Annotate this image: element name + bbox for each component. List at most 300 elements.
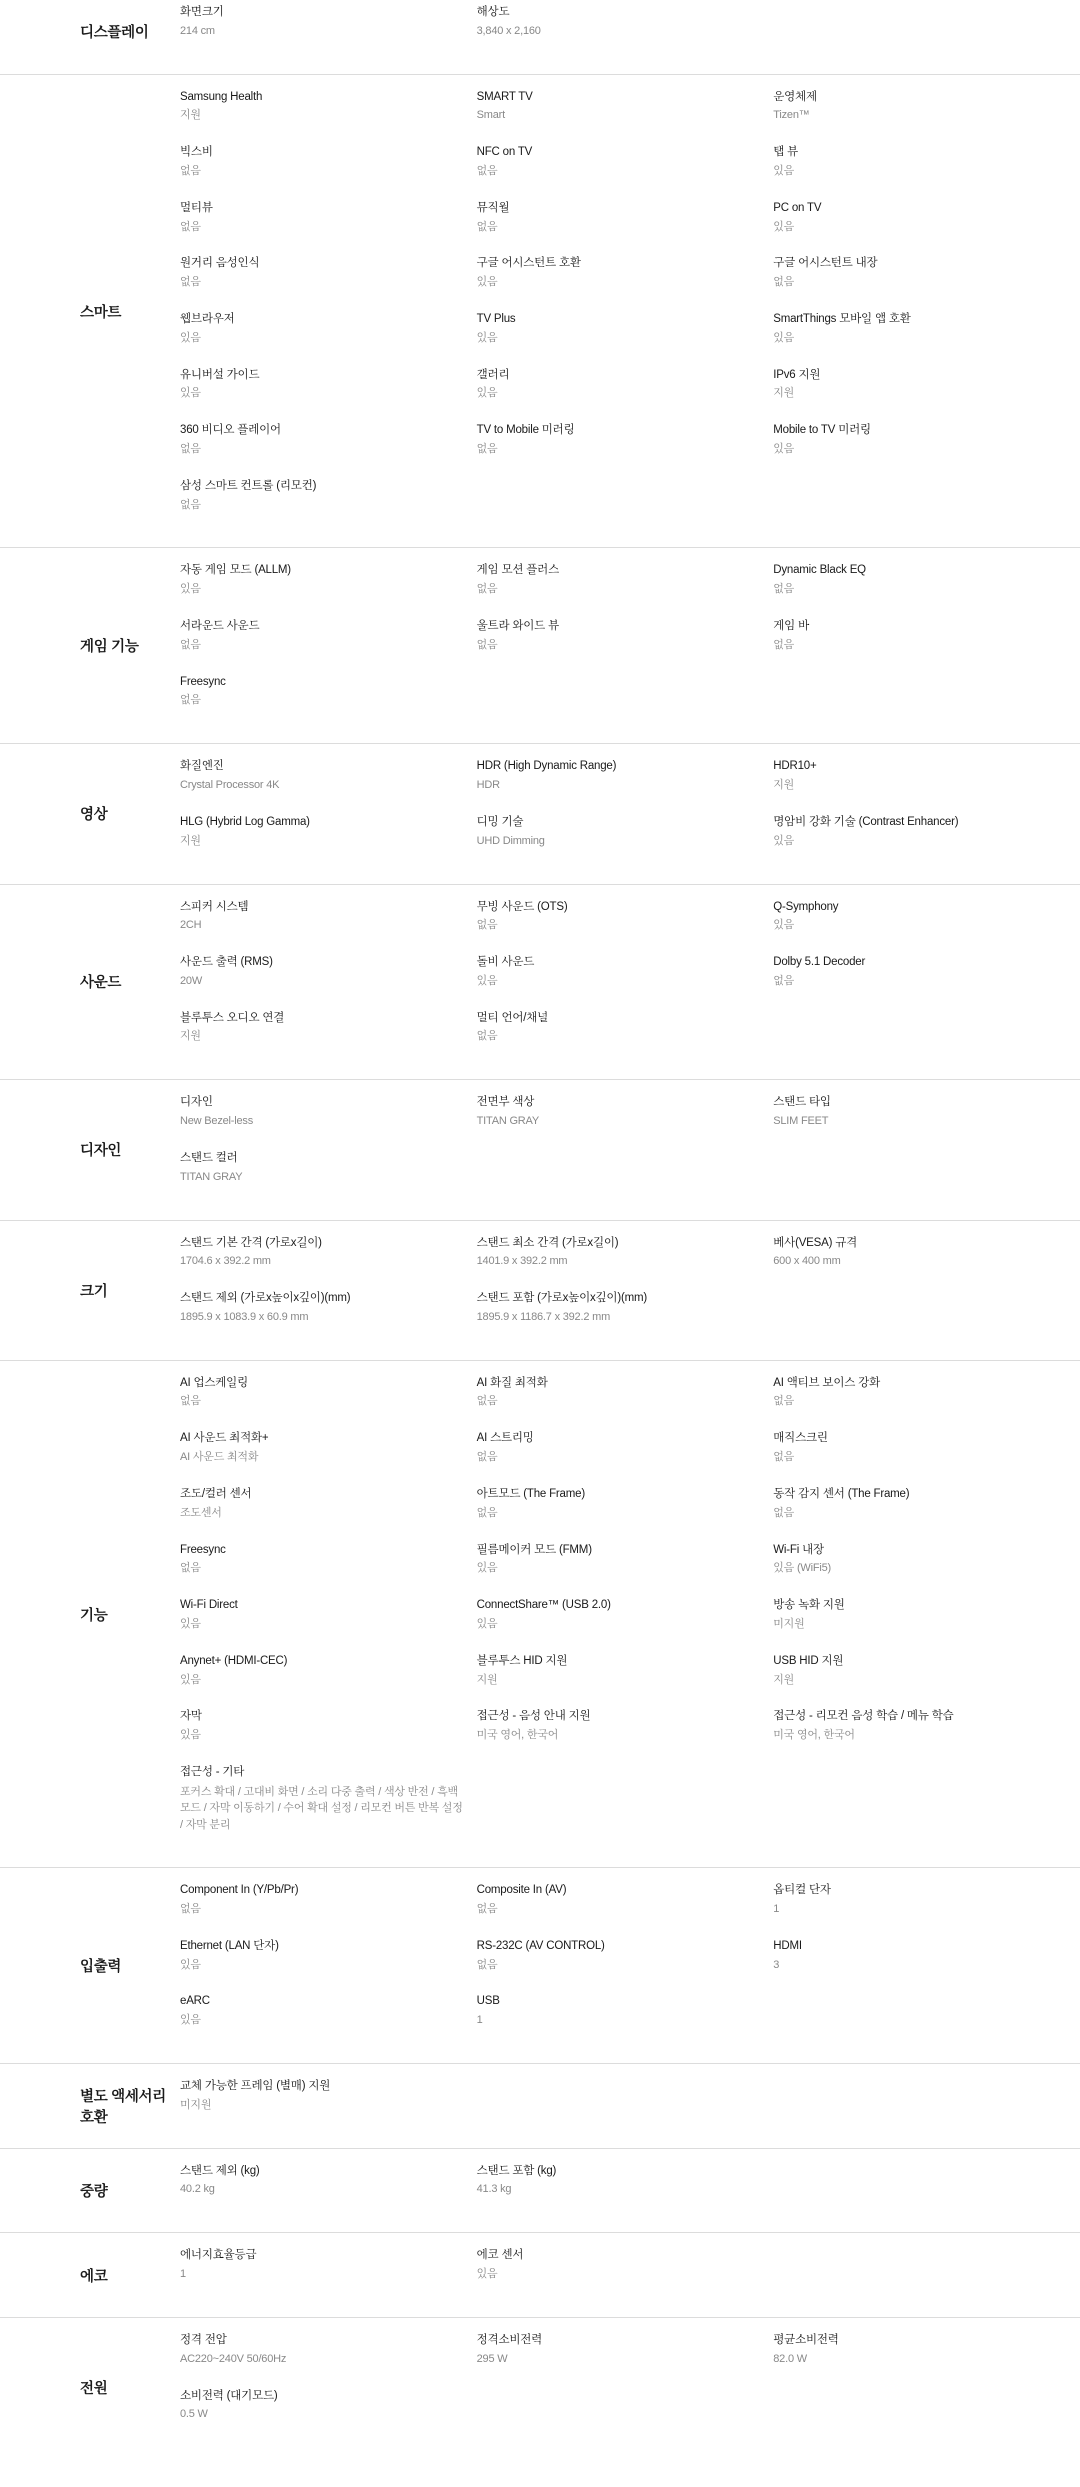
spec-label: eARC xyxy=(180,1995,210,2008)
spec-label: 뮤직월 xyxy=(476,201,510,214)
spec-item xyxy=(477,2163,774,2219)
spec-label: AI 업스케일링 xyxy=(180,1376,249,1389)
spec-item xyxy=(477,367,774,423)
spec-item xyxy=(773,1430,1070,1486)
spec-item xyxy=(180,1094,477,1150)
spec-label: 삼성 스마트 컨트롤 (리모컨) xyxy=(180,479,317,492)
spec-label: Samsung Health xyxy=(180,90,263,103)
spec-label: AI 화질 최적화 xyxy=(476,1376,548,1389)
spec-label: 무빙 사운드 (OTS) xyxy=(476,900,568,913)
spec-value: 20W xyxy=(180,974,203,987)
spec-value: 없음 xyxy=(180,498,201,511)
spec-value: Smart xyxy=(476,109,505,122)
spec-label: USB HID 지원 xyxy=(773,1654,844,1667)
section-title: 중량 xyxy=(80,2183,108,2200)
spec-label: 교체 가능한 프레임 (별매) 지원 xyxy=(180,2080,331,2093)
spec-label: 옵티컬 단자 xyxy=(773,1884,831,1897)
spec-value: 1 xyxy=(773,1902,780,1915)
spec-item xyxy=(477,200,774,256)
spec-label: 게임 모션 플러스 xyxy=(476,564,559,577)
spec-item xyxy=(180,2078,477,2134)
spec-value: 없음 xyxy=(773,1451,795,1464)
spec-item xyxy=(773,1375,1070,1431)
spec-value: 없음 xyxy=(476,220,498,233)
spec-label: 필름메이커 모드 (FMM) xyxy=(476,1543,592,1556)
spec-value: 있음 xyxy=(773,834,795,847)
spec-value: 지원 xyxy=(773,778,795,791)
spec-value: 있음 xyxy=(773,164,795,177)
spec-value: 0.5 W xyxy=(180,2408,208,2421)
spec-value: UHD Dimming xyxy=(476,834,545,847)
spec-value: 있음 xyxy=(773,331,795,344)
spec-label: 에너지효율등급 xyxy=(180,2249,257,2262)
spec-item xyxy=(180,1708,477,1764)
spec-label: 화면크기 xyxy=(180,6,224,18)
spec-value: 없음 xyxy=(476,1958,498,1971)
spec-value: 있음 xyxy=(180,1617,201,1630)
spec-item xyxy=(477,1375,774,1431)
section-title: 디자인 xyxy=(80,1143,122,1160)
spec-item xyxy=(477,814,774,870)
spec-label: 접근성 - 음성 안내 지원 xyxy=(476,1710,591,1723)
spec-value: 있음 xyxy=(180,1673,201,1686)
spec-item xyxy=(477,4,774,60)
spec-label: 평균소비전력 xyxy=(773,2333,839,2346)
spec-label: 스탠드 컬러 xyxy=(180,1151,238,1164)
spec-value: 있음 xyxy=(180,583,201,596)
spec-item xyxy=(180,1542,477,1598)
spec-label: Freesync xyxy=(180,675,226,688)
spec-value: 1 xyxy=(476,2014,483,2027)
spec-label: 접근성 - 기타 xyxy=(180,1766,245,1779)
spec-label: SmartThings 모바일 앱 호환 xyxy=(773,313,911,326)
section-body xyxy=(180,1375,1080,1853)
spec-label: 게임 바 xyxy=(773,620,809,633)
spec-item xyxy=(180,478,477,534)
spec-section xyxy=(0,1867,1080,2063)
spec-item xyxy=(477,1430,774,1486)
spec-item xyxy=(773,255,1070,311)
spec-section xyxy=(0,74,1080,548)
spec-item xyxy=(180,1938,477,1994)
spec-label: RS-232C (AV CONTROL) xyxy=(476,1939,605,1952)
spec-value: 1 xyxy=(180,2267,186,2280)
spec-item xyxy=(180,1597,477,1653)
spec-item xyxy=(477,562,774,618)
spec-value: 600 x 400 mm xyxy=(773,1255,841,1268)
spec-label: 디밍 기술 xyxy=(476,815,524,828)
spec-value: 40.2 kg xyxy=(180,2183,215,2196)
spec-value: 295 W xyxy=(476,2352,508,2365)
spec-value: 41.3 kg xyxy=(476,2183,512,2196)
spec-value: TITAN GRAY xyxy=(476,1115,539,1128)
spec-value: 지원 xyxy=(773,1673,795,1686)
spec-item xyxy=(477,2247,774,2303)
section-body xyxy=(180,2247,1080,2303)
spec-label: 유니버설 가이드 xyxy=(180,368,260,381)
spec-label: Wi-Fi 내장 xyxy=(773,1543,824,1556)
spec-item xyxy=(180,2388,477,2444)
spec-value: 미지원 xyxy=(773,1617,805,1630)
spec-label: 소비전력 (대기모드) xyxy=(180,2389,278,2402)
spec-label: 자막 xyxy=(180,1710,202,1723)
spec-item xyxy=(477,1094,774,1150)
spec-value: 없음 xyxy=(476,638,498,651)
spec-label: IPv6 지원 xyxy=(773,368,821,381)
spec-label: 구글 어시스턴트 내장 xyxy=(773,257,878,270)
spec-item xyxy=(477,1938,774,1994)
spec-value: Tizen™ xyxy=(773,109,810,122)
spec-item xyxy=(477,1653,774,1709)
spec-value: 없음 xyxy=(180,220,201,233)
spec-value: 1895.9 x 1083.9 x 60.9 mm xyxy=(180,1310,309,1323)
spec-item xyxy=(477,1235,774,1291)
spec-item xyxy=(180,1993,477,2049)
section-body xyxy=(180,1882,1080,2049)
spec-label: 블루투스 HID 지원 xyxy=(476,1654,568,1667)
spec-section xyxy=(0,547,1080,743)
spec-item xyxy=(180,1882,477,1938)
section-title: 전원 xyxy=(80,2381,108,2397)
spec-label: 원거리 음성인식 xyxy=(180,257,260,270)
section-title: 별도 액세서리 호환 xyxy=(80,2088,166,2126)
spec-section xyxy=(0,1360,1080,1867)
spec-item xyxy=(773,1653,1070,1709)
spec-label: Ethernet (LAN 단자) xyxy=(180,1939,279,1952)
spec-item xyxy=(477,1597,774,1653)
spec-label: 360 비디오 플레이어 xyxy=(180,424,281,437)
spec-value: 있음 xyxy=(773,442,795,455)
spec-item xyxy=(773,367,1070,423)
section-body xyxy=(180,758,1080,869)
spec-label: 아트모드 (The Frame) xyxy=(476,1488,585,1501)
spec-label: 스피커 시스템 xyxy=(180,900,249,913)
spec-item xyxy=(773,89,1070,145)
spec-label: Anynet+ (HDMI-CEC) xyxy=(180,1654,288,1667)
spec-item xyxy=(477,422,774,478)
section-title: 디스플레이 xyxy=(80,25,149,42)
spec-value: 미국 영어, 한국어 xyxy=(773,1729,855,1742)
spec-item xyxy=(477,1882,774,1938)
spec-item xyxy=(773,311,1070,367)
spec-label: HLG (Hybrid Log Gamma) xyxy=(180,815,310,828)
spec-item xyxy=(477,1010,774,1066)
spec-item xyxy=(180,200,477,256)
spec-label: 스탠드 기본 간격 (가로x길이) xyxy=(180,1236,322,1249)
spec-value: 없음 xyxy=(476,164,498,177)
spec-label: 접근성 - 리모컨 음성 학습 / 메뉴 학습 xyxy=(773,1710,954,1723)
spec-section xyxy=(0,0,1080,74)
spec-item xyxy=(773,618,1070,674)
section-title: 입출력 xyxy=(80,1959,122,1976)
spec-label: 동작 감지 센서 (The Frame) xyxy=(773,1488,910,1501)
spec-label: 블루투스 오디오 연결 xyxy=(180,1011,285,1024)
spec-label: AI 스트리밍 xyxy=(476,1432,534,1445)
spec-label: AI 사운드 최적화+ xyxy=(180,1432,269,1445)
spec-value: 없음 xyxy=(773,1506,795,1519)
spec-value: 없음 xyxy=(773,583,795,596)
spec-section xyxy=(0,884,1080,1080)
spec-label: 정격소비전력 xyxy=(476,2333,543,2346)
section-body xyxy=(180,1235,1080,1346)
spec-item xyxy=(180,311,477,367)
spec-label: HDR (High Dynamic Range) xyxy=(476,760,617,773)
spec-value: 포커스 확대 / 고대비 화면 / 소리 다중 출력 / 색상 반전 / 흑백 모드 / 자막 이동하기 / 수어 확대 설정 / 리모컨 버튼 반복 설정 / 자막 분리 xyxy=(180,1785,463,1831)
spec-value: TITAN GRAY xyxy=(180,1170,243,1183)
spec-item xyxy=(180,2332,477,2388)
spec-section xyxy=(0,1079,1080,1219)
spec-value: 있음 xyxy=(773,919,795,932)
spec-value: 미국 영어, 한국어 xyxy=(476,1729,559,1742)
spec-label: 매직스크린 xyxy=(773,1432,828,1445)
spec-value: 있음 xyxy=(180,1958,201,1971)
spec-section xyxy=(0,743,1080,883)
spec-value: 없음 xyxy=(180,164,201,177)
spec-label: 스탠드 포함 (가로x높이x깊이)(mm) xyxy=(476,1292,647,1305)
spec-item xyxy=(773,1882,1070,1938)
spec-label: HDR10+ xyxy=(773,760,817,773)
spec-item xyxy=(773,144,1070,200)
spec-label: 스탠드 타입 xyxy=(773,1096,831,1109)
spec-label: 돌비 사운드 xyxy=(476,956,535,969)
spec-value: 없음 xyxy=(476,919,498,932)
spec-item xyxy=(477,758,774,814)
spec-label: 스탠드 제외 (kg) xyxy=(180,2164,260,2177)
spec-label: Composite In (AV) xyxy=(476,1884,567,1897)
spec-item xyxy=(180,954,477,1010)
spec-value: 3,840 x 2,160 xyxy=(476,24,541,37)
spec-item xyxy=(773,562,1070,618)
spec-value: 있음 xyxy=(476,1562,498,1575)
spec-label: 울트라 와이드 뷰 xyxy=(476,620,559,633)
spec-value: 있음 xyxy=(476,276,498,289)
spec-item xyxy=(773,954,1070,1010)
spec-label: Mobile to TV 미러링 xyxy=(773,424,871,437)
spec-label: 화질엔진 xyxy=(180,760,224,773)
spec-value: 없음 xyxy=(476,1030,498,1043)
spec-label: Dolby 5.1 Decoder xyxy=(773,956,866,969)
spec-value: Crystal Processor 4K xyxy=(180,778,280,791)
spec-value: 없음 xyxy=(180,694,201,707)
spec-item xyxy=(773,758,1070,814)
spec-label: AI 액티브 보이스 강화 xyxy=(773,1376,880,1389)
spec-item xyxy=(477,899,774,955)
spec-value: 있음 xyxy=(180,331,201,344)
section-body xyxy=(180,1094,1080,1205)
spec-label: 갤러리 xyxy=(476,368,510,381)
spec-item xyxy=(477,1486,774,1542)
spec-item xyxy=(773,1486,1070,1542)
spec-item xyxy=(773,2332,1070,2388)
spec-label: Q-Symphony xyxy=(773,900,839,913)
spec-item xyxy=(180,89,477,145)
spec-value: HDR xyxy=(476,778,500,791)
spec-value: 지원 xyxy=(180,1030,201,1043)
spec-item xyxy=(180,1290,477,1346)
spec-item xyxy=(477,144,774,200)
section-title: 크기 xyxy=(80,1283,108,1300)
spec-value: 없음 xyxy=(476,1506,498,1519)
spec-item xyxy=(180,2163,477,2219)
spec-value: 2CH xyxy=(180,919,202,932)
spec-label: USB xyxy=(476,1995,500,2008)
spec-value: 214 cm xyxy=(180,24,215,37)
spec-label: 전면부 색상 xyxy=(476,1096,535,1109)
spec-label: NFC on TV xyxy=(476,146,533,159)
spec-value: 있음 xyxy=(773,220,795,233)
spec-item xyxy=(773,1938,1070,1994)
spec-value: New Bezel-less xyxy=(180,1115,254,1128)
spec-item xyxy=(477,618,774,674)
spec-label: 자동 게임 모드 (ALLM) xyxy=(180,564,291,577)
spec-value: 1704.6 x 392.2 mm xyxy=(180,1255,271,1268)
spec-label: 스탠드 포함 (kg) xyxy=(476,2164,557,2177)
spec-item xyxy=(773,1708,1070,1764)
spec-value: 없음 xyxy=(180,1562,201,1575)
spec-value: 없음 xyxy=(476,1451,498,1464)
spec-value: 없음 xyxy=(476,1902,498,1915)
spec-value: 있음 xyxy=(476,974,498,987)
spec-label: 사운드 출력 (RMS) xyxy=(180,956,273,969)
spec-value: SLIM FEET xyxy=(773,1115,829,1128)
spec-label: 정격 전압 xyxy=(180,2333,227,2346)
section-title: 기능 xyxy=(80,1607,108,1624)
section-body xyxy=(180,89,1080,534)
spec-item xyxy=(180,1375,477,1431)
spec-item xyxy=(180,674,477,730)
spec-label: 디자인 xyxy=(180,1096,213,1109)
spec-item xyxy=(477,954,774,1010)
spec-value: 미지원 xyxy=(180,2098,212,2111)
spec-value: 없음 xyxy=(773,974,795,987)
section-body xyxy=(180,4,1080,60)
section-body xyxy=(180,562,1080,729)
spec-label: 방송 녹화 지원 xyxy=(773,1599,845,1612)
spec-label: HDMI xyxy=(773,1939,802,1952)
spec-value: 없음 xyxy=(773,1395,795,1408)
spec-item xyxy=(773,422,1070,478)
spec-item xyxy=(477,2332,774,2388)
spec-label: PC on TV xyxy=(773,201,822,214)
spec-label: Component In (Y/Pb/Pr) xyxy=(180,1884,299,1897)
spec-value: 없음 xyxy=(180,442,201,455)
section-body xyxy=(180,2163,1080,2219)
spec-value: 1401.9 x 392.2 mm xyxy=(476,1255,568,1268)
spec-item xyxy=(773,1094,1070,1150)
spec-label: 웹브라우저 xyxy=(180,313,235,326)
spec-section xyxy=(0,2063,1080,2148)
spec-label: 탭 뷰 xyxy=(773,146,799,159)
spec-value: 없음 xyxy=(773,276,795,289)
spec-label: 해상도 xyxy=(476,6,510,18)
spec-label: Wi-Fi Direct xyxy=(180,1599,238,1612)
spec-value: 있음 xyxy=(476,2267,498,2280)
spec-item xyxy=(773,200,1070,256)
section-body xyxy=(180,2332,1080,2443)
spec-value: 없음 xyxy=(476,442,498,455)
spec-value: 조도센서 xyxy=(180,1506,222,1519)
spec-value: 없음 xyxy=(180,638,201,651)
spec-value: AI 사운드 최적화 xyxy=(180,1451,259,1464)
spec-value: 있음 xyxy=(476,1617,498,1630)
spec-item xyxy=(180,1150,477,1206)
spec-value: 지원 xyxy=(773,387,795,400)
spec-value: 있음 xyxy=(476,331,498,344)
spec-value: 지원 xyxy=(180,834,201,847)
spec-label: 명암비 강화 기술 (Contrast Enhancer) xyxy=(773,815,959,828)
spec-value: 있음 xyxy=(180,1729,201,1742)
section-title: 영상 xyxy=(80,807,108,824)
spec-value: 지원 xyxy=(476,1673,498,1686)
spec-item xyxy=(773,814,1070,870)
spec-label: 베사(VESA) 규격 xyxy=(773,1236,858,1249)
spec-item xyxy=(477,1542,774,1598)
spec-label: Dynamic Black EQ xyxy=(773,564,866,577)
spec-value: 있음 xyxy=(180,2014,201,2027)
spec-item xyxy=(180,1486,477,1542)
spec-item xyxy=(477,89,774,145)
spec-label: 운영체제 xyxy=(773,90,817,103)
spec-item xyxy=(773,899,1070,955)
spec-label: 조도/컬러 센서 xyxy=(180,1488,252,1501)
section-title: 에코 xyxy=(80,2268,108,2285)
spec-item xyxy=(180,562,477,618)
spec-item xyxy=(180,1235,477,1291)
spec-item xyxy=(180,1010,477,1066)
spec-item xyxy=(773,1542,1070,1598)
spec-value: 없음 xyxy=(773,638,795,651)
spec-value: 있음 xyxy=(476,387,498,400)
spec-item xyxy=(180,899,477,955)
spec-item xyxy=(477,1290,774,1346)
spec-label: 빅스비 xyxy=(180,146,213,159)
spec-item xyxy=(180,814,477,870)
spec-item xyxy=(773,1597,1070,1653)
spec-label: 스탠드 최소 간격 (가로x길이) xyxy=(476,1236,619,1249)
spec-label: SMART TV xyxy=(476,90,533,103)
spec-value: 있음 (WiFi5) xyxy=(773,1562,831,1575)
spec-item xyxy=(180,1430,477,1486)
spec-item xyxy=(477,1708,774,1764)
spec-item xyxy=(180,4,477,60)
spec-item xyxy=(477,1993,774,2049)
spec-item xyxy=(477,255,774,311)
spec-value: 없음 xyxy=(180,1902,201,1915)
spec-item xyxy=(180,422,477,478)
spec-value: 있음 xyxy=(180,387,201,400)
spec-item xyxy=(180,255,477,311)
spec-label: TV to Mobile 미러링 xyxy=(476,424,575,437)
spec-value: 지원 xyxy=(180,109,201,122)
spec-value: 없음 xyxy=(476,1395,498,1408)
spec-label: 구글 어시스턴트 호환 xyxy=(476,257,581,270)
spec-section xyxy=(0,2148,1080,2233)
spec-value: AC220~240V 50/60Hz xyxy=(180,2352,287,2365)
spec-value: 82.0 W xyxy=(773,2352,807,2365)
spec-label: TV Plus xyxy=(476,313,516,326)
spec-section xyxy=(0,1220,1080,1360)
spec-label: 서라운드 사운드 xyxy=(180,620,260,633)
section-body xyxy=(180,2078,1080,2134)
spec-item xyxy=(477,311,774,367)
section-title: 사운드 xyxy=(80,975,122,992)
spec-item xyxy=(180,2247,477,2303)
spec-item xyxy=(180,618,477,674)
spec-label: Freesync xyxy=(180,1543,226,1556)
spec-item xyxy=(180,758,477,814)
spec-label: 멀티뷰 xyxy=(180,201,213,214)
spec-value: 1895.9 x 1186.7 x 392.2 mm xyxy=(476,1310,611,1323)
